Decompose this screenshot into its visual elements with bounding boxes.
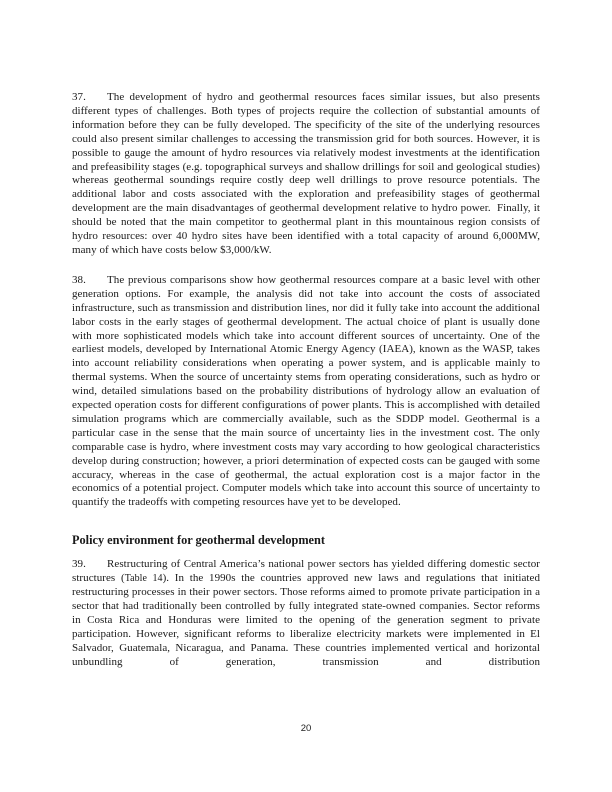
table-reference: Table 14	[124, 573, 163, 585]
paragraph-text: The development of hydro and geothermal resources faces similar issues, but also presents different types of challenges. Both types of projects require the collection of substantial amounts of information before they can be fully developed. The specificity of the site of the underlying resources could also present similar challenges to accessing the transmission grid for both sources. However, it is possible to gauge the amount of hydro resources via relatively modest investments at the identification and prefeasibility stages (e.g. topographical surveys and shallow drillings for soil and geological studies) whereas geothermal soundings require costly deep well drillings to prove resource potentials. The additional labor and costs associated with the exploration and prefeasibility stages of geothermal development are the main disadvantages of geothermal development relative to hydro power. Finally, it should be noted that the main competitor to geothermal plant in this mountainous region consists of hydro resources: over 40 hydro sites have been identified with a total capacity of around 6,000MW, many of which have costs below $3,000/kW.	[72, 91, 540, 256]
paragraph-39	[72, 558, 540, 669]
paragraph-number: 39.	[72, 558, 86, 571]
paragraph-number: 38.	[72, 273, 86, 286]
paragraph-37	[72, 91, 540, 258]
section-heading: Policy environment for geothermal development	[72, 533, 325, 548]
paragraph-text: The previous comparisons show how geothermal resources compare at a basic level with other generation options. For example, the analysis did not take into account the costs of associated infrastructure, such as transmission and distribution lines, nor did it fully take into account the additional labor costs in the early stages of geothermal development. The actual choice of plant is usually done with more sophisticated models which take into account different sources of uncertainty. One of the earliest models, developed by International Atomic Energy Agency (IAEA), known as the WASP, takes into account reliability considerations when operating a power system, and is applicable mainly to thermal systems. When the source of uncertainty stems from operating considerations, such as hydro or wind, detailed simulations based on the probability distributions of hydrology allow an evaluation of expected operation costs for different configurations of power plants. This is accomplished with detailed simulation programs which are commercially available, such as the SDDP model. Geothermal is a particular case in the sense that the main source of uncertainty lies in the investment cost. The only comparable case is hydro, where investment costs may vary according to how geological characteristics develop during construction; however, a priori determination of expected costs can be gauged with some accuracy, whereas in the case of geothermal, the actual exploration cost is a major factor in the economics of a potential project. Computer models which take into account this source of uncertainty to quantify the tradeoffs with competing resources have yet to be developed.	[72, 273, 540, 509]
paragraph-38	[72, 274, 540, 510]
page-number: 20	[300, 723, 312, 734]
paragraph-text: ). In the 1990s the countries approved new laws and regulations that initiated restructuring processes in their power sectors. Those reforms aimed to promote private participation in a sector that had traditionally been controlled by fully integrated state-owned companies. Sector reforms in Costa Rica and Honduras were limited to the opening of the generation segment to private participation. However, significant reforms to liberalize electricity markets were implemented in El Salvador, Guatemala, Nicaragua, and Panama. These countries implemented vertical and horizontal unbundling of generation, transmission and distribution	[72, 572, 541, 668]
paragraph-text: Restructuring of Central America’s national power sectors has yielded differing domestic sector structures (	[72, 558, 540, 585]
page-content	[72, 91, 540, 670]
page-footer	[0, 723, 612, 734]
paragraph-number: 37.	[72, 91, 86, 103]
